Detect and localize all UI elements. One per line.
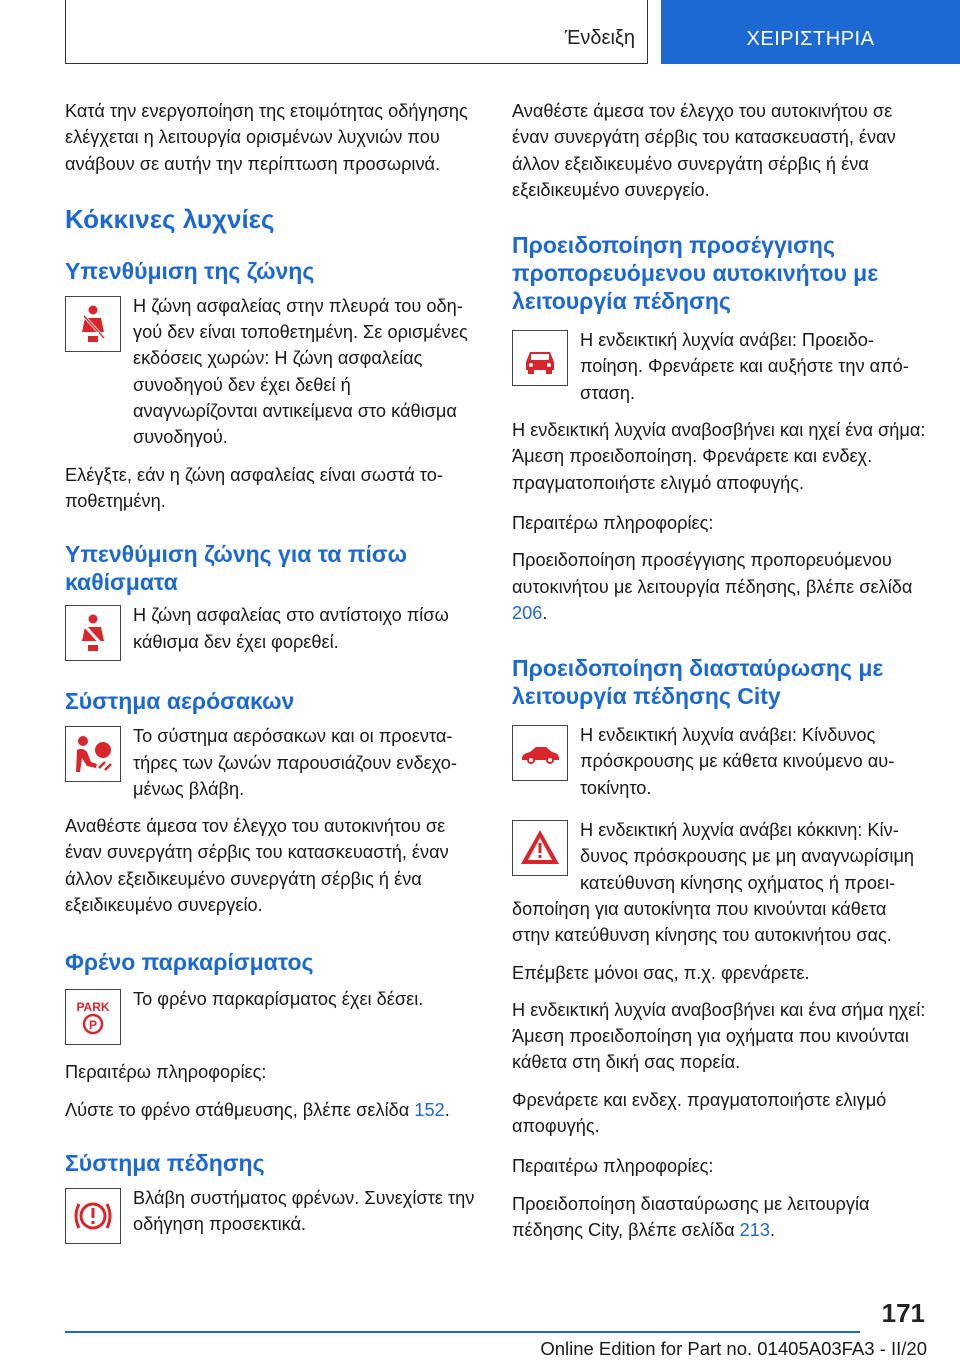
approach-ref-link[interactable]: 206 — [512, 602, 543, 623]
parking-more-info: Περαιτέρω πληροφορίες: — [65, 1062, 267, 1083]
crossing-brake-text: Φρενάρετε και ενδεχ. πραγματοποιήστε ελιγμό αποφυγής. — [512, 1089, 887, 1137]
parking-brake-heading: Φρένο παρκαρίσματος — [65, 949, 314, 976]
crossing-red-block — [512, 817, 927, 948]
red-lights-heading: Κόκκινες λυχνίες — [65, 203, 275, 234]
brake-system-heading: Σύστημα πέδησης — [65, 1149, 265, 1176]
crossing-warning-text: Η ενδεικτική λυχνία ανάβει: Κίνδυνος πρόσκρουσης με κάθετα κινούμενο αυτοκίνητο. — [580, 725, 895, 798]
crossing-ref-text: Προειδοποίηση διασταύρωσης με λειτουργία πέδησης City, βλέπε σελίδα — [512, 1193, 870, 1240]
car-side-icon — [512, 725, 568, 781]
seatbelt-icon — [65, 296, 121, 352]
belt-warning-block — [65, 293, 480, 451]
parking-brake-block — [65, 986, 480, 1045]
svg-text:P: P — [88, 1018, 98, 1033]
crossing-flash-text: Η ενδεικτική λυχνία αναβοσβήνει και ένα σήμα ηχεί: Άμεση προειδοποίηση για οχήματα που κινούνται κάθετα στη δική σας πορεία. — [512, 999, 926, 1073]
parking-brake-text: Το φρένο παρκαρίσματος έχει δέσει. — [133, 989, 424, 1010]
warning-triangle-icon — [512, 820, 568, 876]
approach-ref-text: Προειδοποίηση προσέγγισης προπορευόμενου αυτοκινήτου με λειτουργία πέδησης, βλέπε σελίδα — [512, 550, 913, 597]
parking-ref-text: Λύστε το φρένο στάθμευσης, βλέπε σελίδα — [65, 1099, 415, 1120]
parking-ref-paragraph: Λύστε το φρένο στάθμευσης, βλέπε σελίδα 152. — [65, 1099, 450, 1120]
rear-belt-heading: Υπενθύμιση ζώνης για τα πίσω καθίσματα — [65, 541, 408, 596]
header-section-tab — [65, 0, 648, 64]
car-front-icon — [512, 330, 568, 386]
belt-reminder-heading: Υπενθύμιση της ζώνης — [65, 257, 315, 284]
edition-footer: Online Edition for Part no. 01405A03FA3 - II/20 — [540, 1338, 927, 1359]
belt-check-text: Ελέγξτε, εάν η ζώνη ασφαλείας είναι σωστά τοποθετημένη. — [65, 464, 443, 511]
header-chapter-label: ΧΕΙΡΙΣΤΗΡΙΑ — [746, 28, 875, 50]
crossing-intervene-text: Επέμβετε μόνοι σας, π.χ. φρενάρετε. — [512, 962, 810, 983]
parking-ref-link[interactable]: 152 — [414, 1099, 445, 1120]
right-column — [512, 98, 927, 1243]
left-column — [65, 98, 480, 1244]
brake-warning-icon — [65, 1188, 121, 1244]
crossing-ref-paragraph: Προειδοποίηση διασταύρωσης με λειτουργία πέδησης City, βλέπε σελίδα 213. — [512, 1193, 870, 1240]
intro-paragraph: Κατά την ενεργοποίηση της ετοιμότητας οδήγησης ελέγχεται η λειτουργία ορισμένων λυχνιών που ανάβουν σε αυτήν την περίπτωση προσωρινά. — [65, 101, 468, 174]
page-number: 171 — [881, 1298, 925, 1328]
approach-warning-text: Η ενδεικτική λυχνία ανάβει: Προειδοποίηση. Φρενάρετε και αυξήστε την απόσταση. — [580, 330, 909, 403]
airbag-heading: Σύστημα αερόσακων — [65, 688, 295, 715]
crossing-more-info: Περαιτέρω πληροφορίες: — [512, 1156, 714, 1177]
right-check-text: Αναθέστε άμεσα τον έλεγχο του αυτοκινήτου σε έναν συνεργάτη σέρβις του κατασκευαστή, έναν άλλον εξειδικευμένο συνεργάτη σέρβις ή ένα εξειδικευμένο συνεργείο. — [512, 101, 896, 200]
header-section-label: Ένδειξη — [564, 27, 635, 49]
rear-belt-block — [65, 602, 480, 661]
rear-belt-text: Η ζώνη ασφαλείας στο αντίστοιχο πίσω κάθισμα δεν έχει φορεθεί. — [133, 605, 449, 652]
crossing-warning-heading: Προειδοποίηση διασταύρωσης με λειτουργία πέδησης City — [512, 655, 884, 710]
airbag-icon — [65, 726, 121, 782]
approach-ref-paragraph: Προειδοποίηση προσέγγισης προπορευόμενου αυτοκινήτου με λειτουργία πέδησης, βλέπε σελίδα 206. — [512, 550, 913, 623]
airbag-text: Το σύστημα αερόσακων και οι προεντατήρες των ζωνών παρουσιάζουν ενδεχομένως βλάβη. — [133, 726, 457, 799]
header-chapter-tab — [661, 0, 960, 64]
brake-system-text: Βλάβη συστήματος φρένων. Συνεχίστε την οδήγηση προσεκτικά. — [133, 1187, 475, 1235]
approach-more-info: Περαιτέρω πληροφορίες: — [512, 512, 714, 533]
brake-system-block — [65, 1185, 480, 1244]
rear-seatbelt-icon — [65, 605, 121, 661]
crossing-red-text: Η ενδεικτική λυχνία ανάβει κόκκινη: Κίνδυνος πρόσκρουσης με μη αναγνωρίσιμη κατεύθυνση κίνησης οχήματος ή προειδοποίηση για αυτοκίνητα που κινούνται κάθετα στην κατεύθυνση κίνησης του αυτοκινήτου σας. — [512, 820, 915, 946]
approach-warning-block — [512, 327, 927, 406]
approach-flash-text: Η ενδεικτική λυχνία αναβοσβήνει και ηχεί ένα σήμα: Άμεση προειδοποίηση. Φρενάρετε και ενδεχ. πραγματοποιήστε ελιγμό αποφυγής. — [512, 420, 926, 493]
park-brake-icon — [65, 989, 121, 1045]
crossing-warning-block — [512, 722, 927, 801]
airbag-check-text: Αναθέστε άμεσα τον έλεγχο του αυτοκινήτου σε έναν συνεργάτη σέρβις του κατασκευαστή, έναν άλλον εξειδικευμένο συνεργάτη σέρβις ή ένα εξειδικευμένο συνεργείο. — [65, 816, 449, 916]
footer-divider — [65, 1331, 860, 1333]
belt-warning-text: Η ζώνη ασφαλείας στην πλευρά του οδηγού δεν είναι τοποθετημένη. Σε ορισμένες εκδόσεις χωρών: Η ζώνη ασφαλείας συνοδηγού δεν έχει δεθεί ή αναγνωρίζονται αντικείμενα στο κάθισμα συνοδηγού. — [133, 295, 468, 448]
park-icon-text: PARK — [76, 1000, 110, 1015]
airbag-block — [65, 723, 480, 802]
approach-warning-heading: Προειδοποίηση προσέγγισης προπορευόμενου αυτοκινήτου με λειτουργία πέδησης — [512, 232, 879, 315]
crossing-ref-link[interactable]: 213 — [739, 1219, 771, 1240]
